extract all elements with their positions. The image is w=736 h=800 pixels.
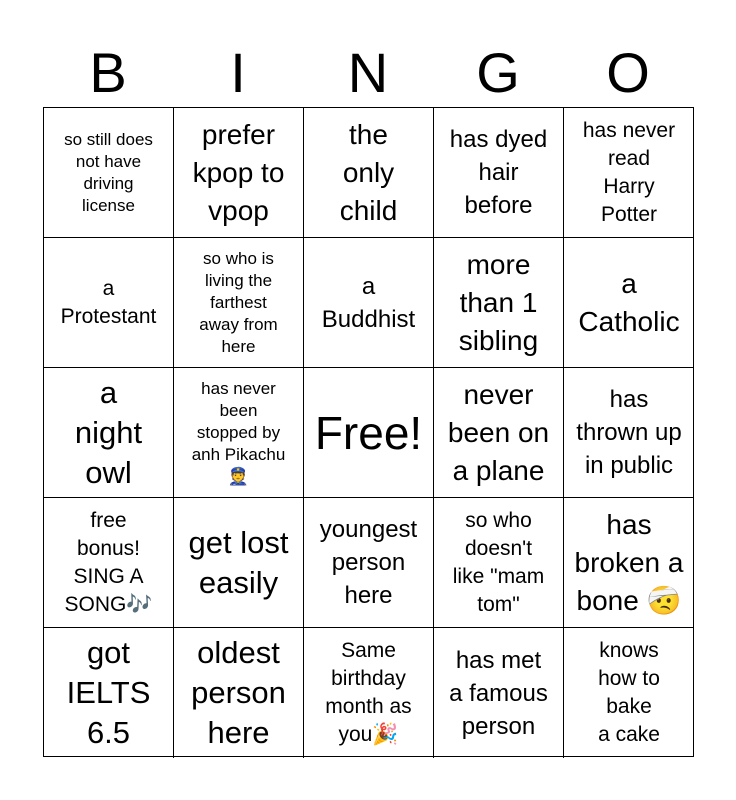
bingo-cell-r2-c5[interactable]: a Catholic — [564, 238, 694, 368]
bingo-cell-r1-c2[interactable]: prefer kpop to vpop — [174, 108, 304, 238]
bingo-cell-r5-c3[interactable]: Same birthday month as you🎉 — [304, 628, 434, 758]
header-letter-g: G — [476, 41, 520, 104]
bingo-cell-r2-c3[interactable]: a Buddhist — [304, 238, 434, 368]
bingo-cell-r1-c4[interactable]: has dyed hair before — [434, 108, 564, 238]
bingo-cell-r5-c1[interactable]: got IELTS 6.5 — [44, 628, 174, 758]
bingo-cell-free[interactable]: Free! — [304, 368, 434, 498]
header-letter-n: N — [347, 41, 389, 104]
bingo-cell-r5-c5[interactable]: knows how to bake a cake — [598, 639, 660, 746]
bingo-cell-r5-c2[interactable]: oldest person here — [174, 628, 304, 758]
bingo-cell-r3-c5[interactable]: has thrown up in public — [564, 368, 694, 498]
bingo-cell-r4-c2[interactable]: get lost easily — [174, 498, 304, 628]
bingo-cell-r4-c3[interactable]: youngest person here — [304, 498, 434, 628]
header-letter-i: I — [230, 41, 246, 104]
bingo-cell-r2-c4[interactable]: more than 1 sibling — [434, 238, 564, 368]
bingo-cell-r1-c1[interactable]: so still does not have driving license — [44, 108, 174, 238]
bingo-cell-r5-c4[interactable]: has met a famous person — [434, 628, 564, 758]
bingo-header — [43, 40, 693, 106]
bingo-cell-r1-c3[interactable]: the only child — [304, 108, 434, 238]
bingo-cell-r3-c4[interactable]: never been on a plane — [434, 368, 564, 498]
bingo-cell-r4-c4[interactable]: so who doesn't like "mam tom" — [434, 498, 564, 628]
bingo-cell-r3-c2[interactable]: has never been stopped by anh Pikachu 👮 — [174, 368, 304, 498]
bingo-cell-r2-c2[interactable]: so who is living the farthest away from here — [174, 238, 304, 368]
bingo-cell-r4-c1[interactable]: free bonus! SING A SONG🎶 — [44, 498, 174, 628]
bingo-cell-r2-c1[interactable]: a Protestant — [44, 238, 174, 368]
bingo-grid — [43, 107, 694, 757]
header-letter-o: O — [606, 41, 650, 104]
header-letter-b: B — [89, 41, 127, 104]
bingo-cell-r4-c5[interactable]: has broken a bone 🤕 — [564, 498, 694, 628]
bingo-cell-r3-c1[interactable]: a night owl — [44, 368, 174, 498]
bingo-cell-r1-c5[interactable]: has never read Harry Potter — [564, 108, 694, 238]
